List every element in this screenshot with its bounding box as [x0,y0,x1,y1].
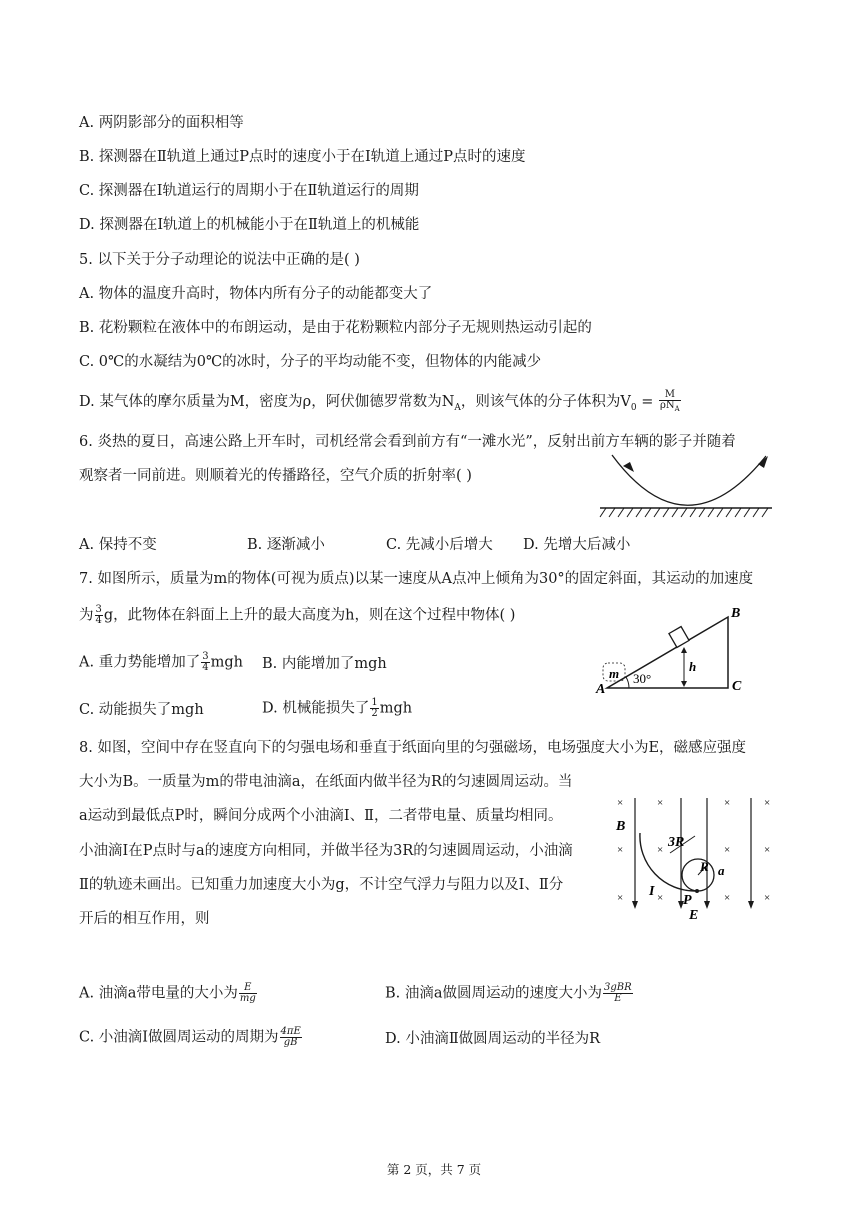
svg-text:×: × [617,892,624,904]
q6-option-c: C. 先减小后增大 [386,537,493,553]
q8-b-num: 3gBR [604,982,632,993]
light-arrow-right [758,456,768,468]
page-footer: 第 2 页，共 7 页 [386,1162,482,1177]
q7-d-num: 1 [371,697,378,708]
q8-option-b [385,983,634,1004]
q4-option-c: C. 探测器在Ⅰ轨道运行的周期小于在Ⅱ轨道运行的周期 [79,183,419,199]
mirage-light-path-figure [598,450,776,522]
q6-option-a: A. 保持不变 [79,537,157,553]
q4-option-b: B. 探测器在Ⅱ轨道上通过P点时的速度小于在Ⅰ轨道上通过P点时的速度 [79,149,526,165]
q7-accel-num: 3 [95,604,102,615]
q6-stem-line2: 观察者一同前进。则顺着光的传播路径，空气介质的折射率( ) [79,468,472,484]
label-I: I [649,884,655,899]
q8-b-fraction [603,983,633,1004]
q8-a-den: mg [239,993,256,1004]
label-m: m [609,666,620,681]
q8-stem-line2: 大小为B。一质量为m的带电油滴a，在纸面内做半径为R的匀速圆周运动。当 [79,774,573,790]
q5-option-a: A. 物体的温度升高时，物体内所有分子的动能都变大了 [79,286,433,302]
q7-a-den: 4 [202,662,209,673]
q7-accel-fraction [95,605,103,626]
label-a: a [718,863,725,878]
svg-text:×: × [617,844,624,856]
svg-text:×: × [657,797,664,809]
q5-d-fraction [659,390,681,414]
q8-option-c [79,1027,303,1048]
q5-d-prefix: D. 某气体的摩尔质量为M，密度为ρ，阿伏伽德罗常数为N [79,394,455,410]
q8-option-a [79,983,258,1004]
q8-stem-line6: 开后的相互作用，则 [79,911,210,927]
q8-a-prefix: A. 油滴a带电量的大小为 [79,985,238,1002]
q8-a-fraction [239,983,257,1004]
label-30deg: 30° [633,671,652,686]
svg-text:×: × [724,892,731,904]
q5-d-sub0: 0 [630,402,637,413]
q7-option-b: B. 内能增加了mgh [262,656,387,672]
q5-stem: 5. 以下关于分子动理论的说法中正确的是( ) [79,252,360,268]
q5-d-mid: ，则该气体的分子体积为V [460,394,631,410]
label-B-field: B [616,819,626,834]
q7-option-d [262,698,412,719]
q8-stem-line4: 小油滴Ⅰ在P点时与a的速度方向相同，并做半径为3R的匀速圆周运动，小油滴 [79,843,573,859]
svg-text:×: × [724,797,731,809]
incline-figure [595,600,755,700]
field-oil-drop-figure [610,793,780,928]
q7-stem2-suffix: g，此物体在斜面上上升的最大高度为h，则在这个过程中物体( ) [103,607,516,624]
svg-text:×: × [764,797,771,809]
q5-d-eq: = [636,394,658,410]
svg-text:×: × [657,892,664,904]
label-3R: 3R [668,835,685,850]
q7-option-a [79,652,243,673]
q7-d-suffix: mgh [379,700,413,717]
height-arrow-up [681,647,687,653]
q8-stem-line3: a运动到最低点P时，瞬间分成两个小油滴Ⅰ、Ⅱ，二者带电量、质量均相同。 [79,808,563,824]
q6-option-d: D. 先增大后减小 [523,537,631,553]
q7-a-num: 3 [202,651,209,662]
svg-text:×: × [657,844,664,856]
q6-option-b: B. 逐渐减小 [247,537,325,553]
q5-option-c: C. 0℃的水凝结为0℃的冰时，分子的平均动能不变，但物体的内能减少 [79,354,542,370]
q8-option-d: D. 小油滴Ⅱ做圆周运动的半径为R [385,1031,601,1047]
q6-stem-line1: 6. 炎热的夏日，高速公路上开车时，司机经常会看到前方有“一滩水光”，反射出前方车辆的影子并随着 [79,434,736,450]
q5-d-den: ρN [659,400,675,411]
q5-d-sub: A [454,402,461,413]
q4-option-d: D. 探测器在Ⅰ轨道上的机械能小于在Ⅱ轨道上的机械能 [79,217,420,233]
svg-text:×: × [764,892,771,904]
svg-text:×: × [764,844,771,856]
q8-c-num: 4πE [280,1026,301,1037]
block-on-incline [669,627,689,648]
q7-option-c: C. 动能损失了mgh [79,702,204,718]
label-R: R [700,859,709,874]
light-path-curve [612,455,766,505]
q8-b-den: E [614,993,622,1004]
q8-stem-line5: Ⅱ的轨迹未画出。已知重力加速度大小为g，不计空气浮力与阻力以及Ⅰ、Ⅱ分 [79,877,564,893]
angle-arc [626,677,629,688]
q8-c-prefix: C. 小油滴Ⅰ做圆周运动的周期为 [79,1029,279,1046]
q8-a-num: E [239,983,257,994]
q7-d-fraction [370,698,378,719]
q7-stem-line1: 7. 如图所示，质量为m的物体(可视为质点)以某一速度从A点冲上倾角为30°的固定斜面，其运动的加速度 [79,571,754,587]
q7-d-den: 2 [371,708,378,719]
magnetic-field-crosses [617,797,770,904]
q7-stem-line2 [79,605,515,626]
q8-c-fraction [280,1027,302,1048]
q7-stem2-prefix: 为 [79,607,94,624]
q8-c-den: gB [283,1037,298,1048]
label-P: P [683,893,692,908]
label-A: A [596,682,606,697]
q4-option-a: A. 两阴影部分的面积相等 [79,115,244,131]
q8-stem-line1: 8. 如图，空间中存在竖直向下的匀强电场和垂直于纸面向里的匀强磁场，电场强度大小为E，磁感应强度 [79,740,747,756]
q5-d-den-sub: A [674,405,680,413]
q5-d-num: M [659,390,681,401]
q7-a-fraction [201,652,209,673]
q7-d-prefix: D. 机械能损失了 [262,700,370,717]
label-C: C [732,679,742,694]
svg-text:×: × [724,844,731,856]
q7-a-prefix: A. 重力势能增加了 [79,654,201,671]
road-hatching [600,508,768,517]
height-arrow-down [681,681,687,687]
q5-option-d [79,390,682,418]
q5-option-b: B. 花粉颗粒在液体中的布朗运动，是由于花粉颗粒内部分子无规则热运动引起的 [79,320,592,336]
label-h: h [689,659,697,674]
point-P [695,889,699,893]
q7-a-suffix: mgh [210,654,243,671]
q7-accel-den: 4 [95,615,102,626]
label-B: B [731,606,741,621]
svg-text:×: × [617,797,624,809]
q8-b-prefix: B. 油滴a做圆周运动的速度大小为 [385,985,603,1002]
label-E: E [689,908,699,923]
